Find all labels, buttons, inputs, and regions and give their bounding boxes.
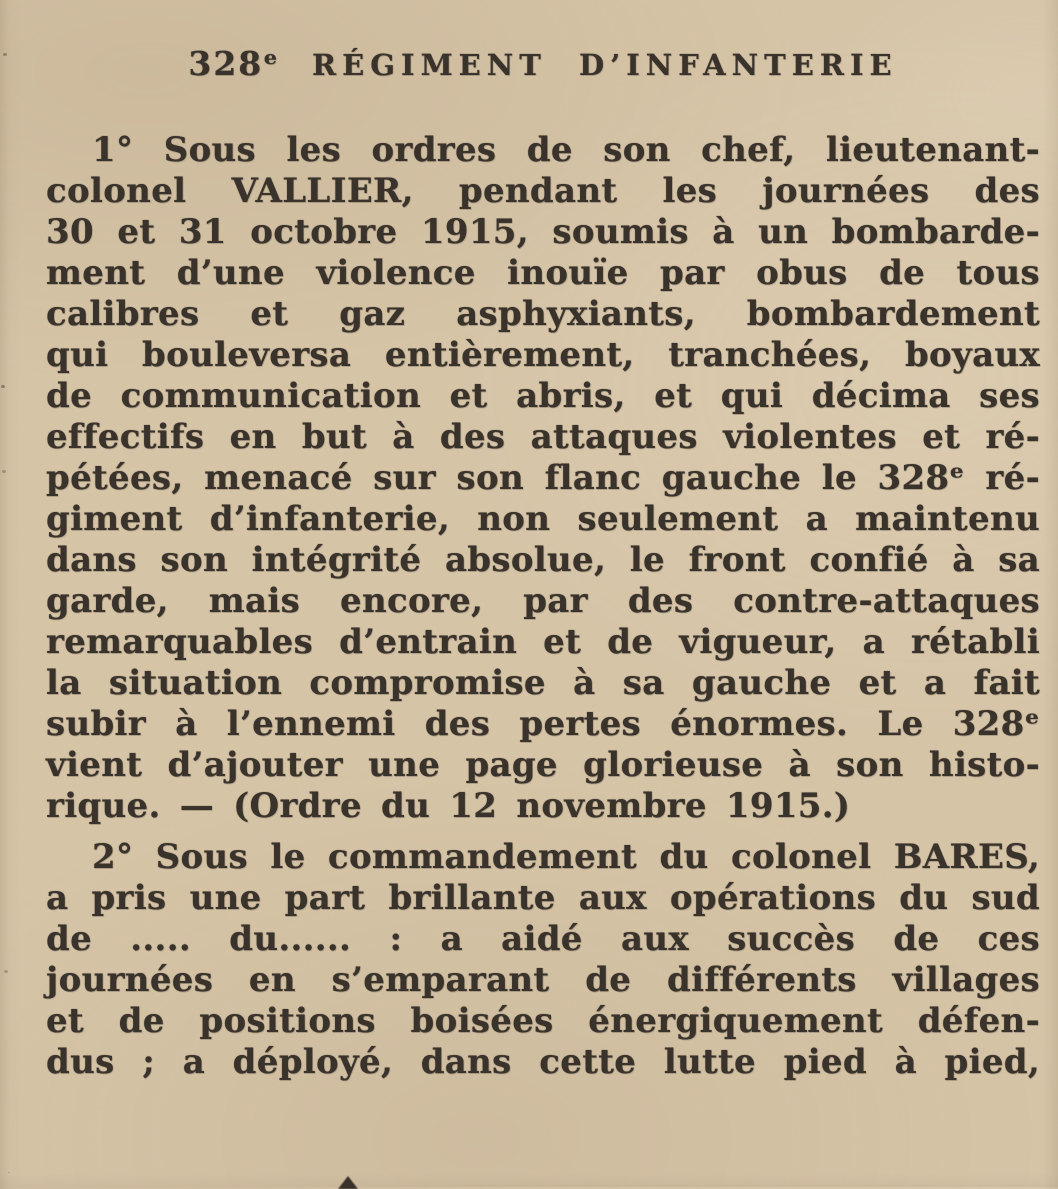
text-line: giment d’infanterie, non seulement a maintenu [46, 499, 1040, 539]
regiment-title: RÉGIMENT D’INFANTERIE [312, 48, 898, 82]
text-line: a pris une part brillante aux opérations du sud [46, 878, 1040, 918]
text-line: colonel VALLIER, pendant les journées des [46, 171, 1040, 211]
text-line: et de positions boisées énergiquement défen- [46, 1001, 1040, 1041]
text-line: rique. — (Ordre du 12 novembre 1915.) [46, 786, 851, 826]
text-line: qui bouleversa entièrement, tranchées, boyaux [46, 335, 1040, 375]
text-line: la situation compromise à sa gauche et a fait [46, 663, 1040, 703]
text-line: de communication et abris, et qui décima ses [46, 376, 1040, 416]
text-line: pétées, menacé sur son flanc gauche le 328ᵉ ré- [46, 458, 1040, 498]
text-line: remarquables d’entrain et de vigueur, a rétabli [46, 622, 1040, 662]
paragraph-citation-1 [46, 130, 1040, 827]
text-line: journées en s’emparant de différents villages [46, 960, 1040, 1000]
text-line: effectifs en but à des attaques violentes et ré- [46, 417, 1040, 457]
regiment-number: 328ᵉ [188, 44, 280, 83]
page-title [46, 46, 1040, 83]
text-line: vient d’ajouter une page glorieuse à son histo- [46, 745, 1040, 785]
text-line: dans son intégrité absolue, le front confié à sa [46, 540, 1040, 580]
text-line: garde, mais encore, par des contre-attaques [46, 581, 1040, 621]
ink-speck [1, 385, 5, 388]
text-line: de ..... du...... : a aidé aux succès de ces [46, 919, 1040, 959]
text-line: dus ; a déployé, dans cette lutte pied à pied, [46, 1042, 1040, 1082]
text-line: 1° Sous les ordres de son chef, lieutenant- [92, 130, 1040, 170]
text-line: 30 et 31 octobre 1915, soumis à un bombarde- [46, 212, 1040, 252]
text-line: 2° Sous le commandement du colonel BARES, [92, 837, 1040, 877]
cutoff-letter-fragment [338, 1176, 358, 1189]
text-line: subir à l’ennemi des pertes énormes. Le 328ᵉ [46, 704, 1040, 744]
text-line: calibres et gaz asphyxiants, bombardement [46, 294, 1040, 334]
paragraph-citation-2 [46, 837, 1040, 1083]
scanned-page [0, 46, 1058, 1187]
text-line: ment d’une violence inouïe par obus de tous [46, 253, 1040, 293]
